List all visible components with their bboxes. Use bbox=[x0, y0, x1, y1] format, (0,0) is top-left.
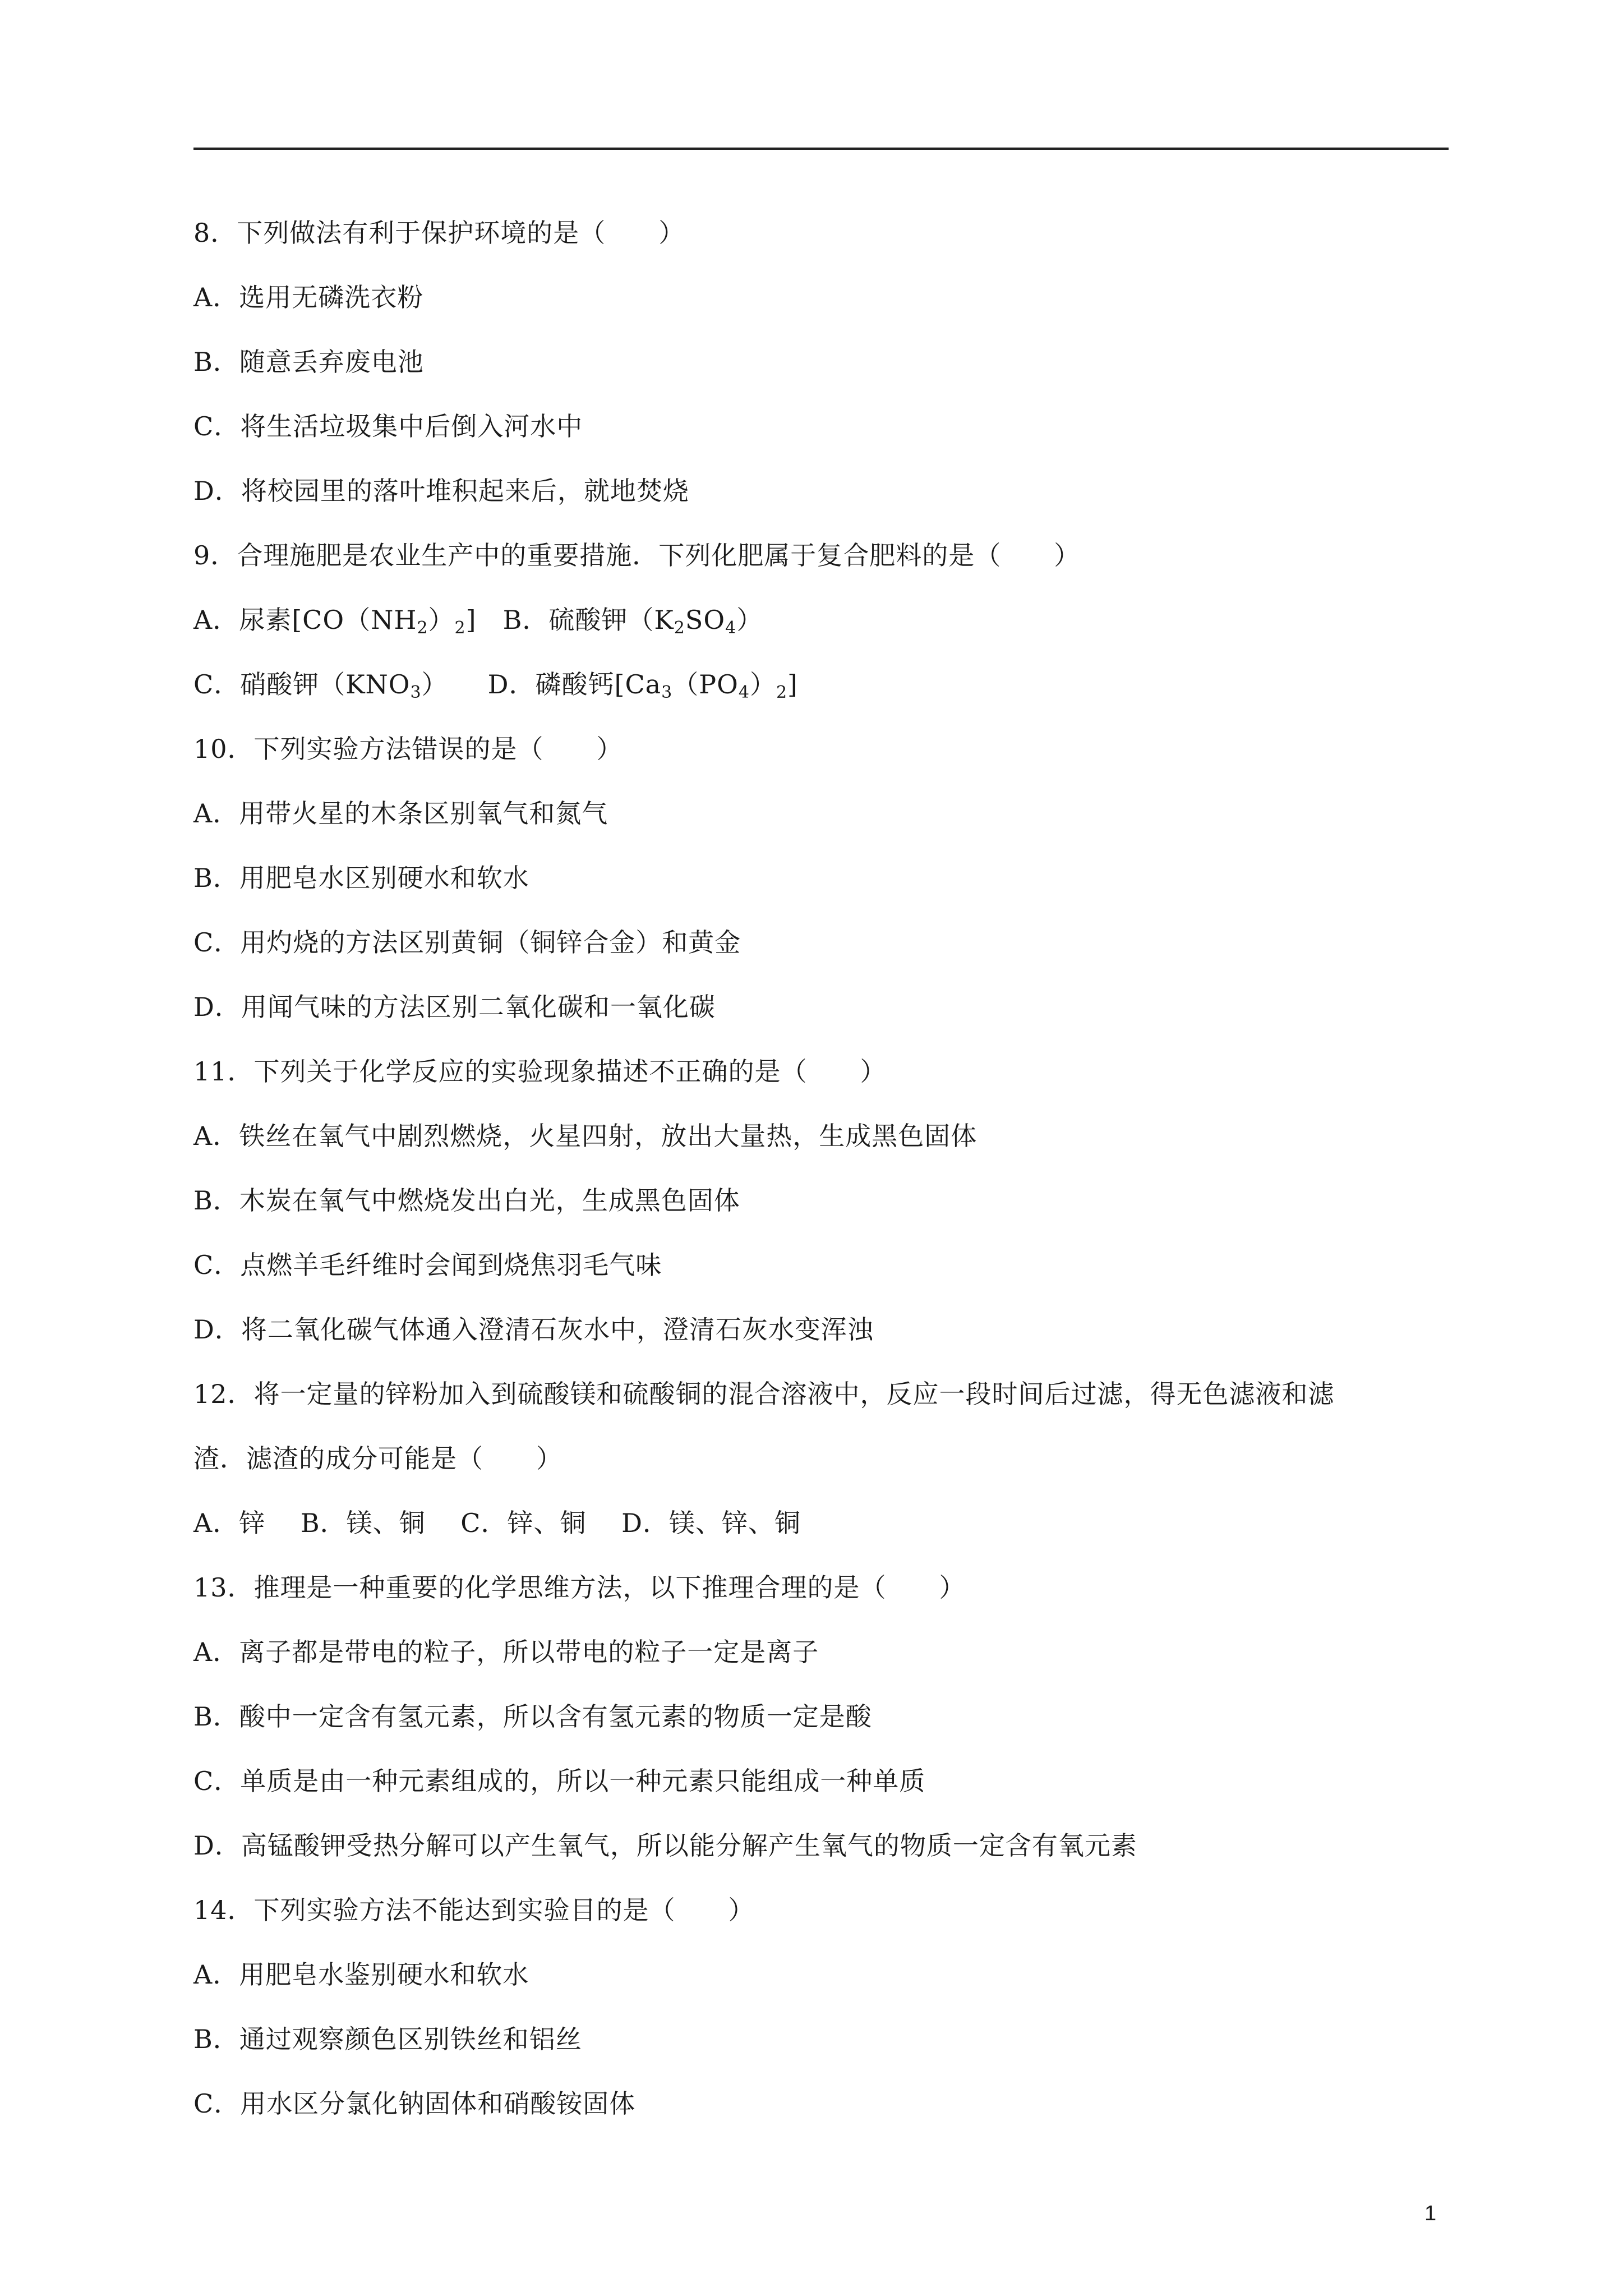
question-10-option-b: B．用肥皂水区别硬水和软水 bbox=[193, 863, 529, 893]
question-13-option-c: C．单质是由一种元素组成的，所以一种元素只能组成一种单质 bbox=[193, 1766, 926, 1796]
q9-d-sub3: 2 bbox=[776, 683, 788, 702]
q9-d-mid: （PO bbox=[672, 669, 739, 700]
question-11-option-b: B．木炭在氧气中燃烧发出白光，生成黑色固体 bbox=[193, 1185, 740, 1216]
question-11-option-a: A．铁丝在氧气中剧烈燃烧，火星四射，放出大量热，生成黑色固体 bbox=[193, 1121, 978, 1151]
q9-d-sub2: 4 bbox=[738, 683, 750, 702]
q9-a-post: ] B．硫酸钾（K bbox=[465, 605, 674, 635]
question-8-option-d: D．将校园里的落叶堆积起来后，就地焚烧 bbox=[193, 476, 689, 506]
question-14-option-b: B．通过观察颜色区别铁丝和铝丝 bbox=[193, 2024, 582, 2054]
q9-b-mid: SO bbox=[685, 605, 726, 635]
q9-a-sub2: 2 bbox=[454, 618, 466, 638]
q9-a-mid: ） bbox=[428, 605, 455, 635]
question-9-options-cd bbox=[193, 652, 1449, 717]
question-10-option-c: C．用灼烧的方法区别黄铜（铜锌合金）和黄金 bbox=[193, 927, 741, 958]
question-14-stem: 14．下列实验方法不能达到实验目的是（ ） bbox=[193, 1895, 755, 1925]
question-14-option-a: A．用肥皂水鉴别硬水和软水 bbox=[193, 1959, 529, 1990]
question-9-options-ab bbox=[193, 588, 1449, 652]
question-13-option-a: A．离子都是带电的粒子，所以带电的粒子一定是离子 bbox=[193, 1637, 819, 1667]
q9-c-pre: C．硝酸钾（KNO bbox=[193, 669, 411, 700]
question-11-option-d: D．将二氧化碳气体通入澄清石灰水中，澄清石灰水变浑浊 bbox=[193, 1314, 874, 1345]
q9-a-pre: A．尿素[CO（NH bbox=[193, 605, 417, 635]
question-12-options: A．锌 B．镁、铜 C．锌、铜 D．镁、锌、铜 bbox=[193, 1508, 801, 1538]
q9-b-post: ） bbox=[736, 605, 763, 635]
question-13-stem: 13．推理是一种重要的化学思维方法，以下推理合理的是（ ） bbox=[193, 1572, 966, 1603]
question-8-stem: 8．下列做法有利于保护环境的是（ ） bbox=[193, 218, 685, 248]
question-14-option-c: C．用水区分氯化钠固体和硝酸铵固体 bbox=[193, 2088, 636, 2119]
question-11-stem: 11．下列关于化学反应的实验现象描述不正确的是（ ） bbox=[193, 1056, 887, 1087]
question-10-option-d: D．用闻气味的方法区别二氧化碳和一氧化碳 bbox=[193, 992, 716, 1022]
question-8-option-a: A．选用无磷洗衣粉 bbox=[193, 282, 424, 312]
question-12-stem-line-2: 渣．滤渣的成分可能是（ ） bbox=[193, 1443, 562, 1474]
q9-d-post: ] bbox=[787, 669, 798, 700]
q9-b-sub: 2 bbox=[674, 618, 685, 638]
question-10-stem: 10．下列实验方法错误的是（ ） bbox=[193, 734, 623, 764]
question-13-option-b: B．酸中一定含有氢元素，所以含有氢元素的物质一定是酸 bbox=[193, 1701, 872, 1732]
q9-d-mid2: ） bbox=[749, 669, 776, 700]
q9-d-sub: 3 bbox=[661, 683, 673, 702]
question-13-option-d: D．高锰酸钾受热分解可以产生氧气，所以能分解产生氧气的物质一定含有氧元素 bbox=[193, 1830, 1137, 1861]
question-8-option-b: B．随意丢弃废电池 bbox=[193, 347, 424, 377]
question-8-option-c: C．将生活垃圾集中后倒入河水中 bbox=[193, 411, 583, 441]
page-number: 1 bbox=[1424, 2202, 1437, 2225]
q9-c-post: ） D．磷酸钙[Ca bbox=[421, 669, 662, 700]
document-body bbox=[193, 201, 1449, 2136]
header-rule bbox=[193, 148, 1449, 150]
question-12-stem-line-1: 12．将一定量的锌粉加入到硫酸镁和硫酸铜的混合溶液中，反应一段时间后过滤，得无色滤液和滤 bbox=[193, 1379, 1335, 1409]
q9-a-sub: 2 bbox=[417, 618, 428, 638]
q9-c-sub: 3 bbox=[410, 683, 422, 702]
question-10-option-a: A．用带火星的木条区别氧气和氮气 bbox=[193, 798, 608, 829]
q9-b-sub2: 4 bbox=[725, 618, 737, 638]
question-9-stem: 9．合理施肥是农业生产中的重要措施．下列化肥属于复合肥料的是（ ） bbox=[193, 540, 1081, 570]
question-11-option-c: C．点燃羊毛纤维时会闻到烧焦羽毛气味 bbox=[193, 1250, 662, 1280]
